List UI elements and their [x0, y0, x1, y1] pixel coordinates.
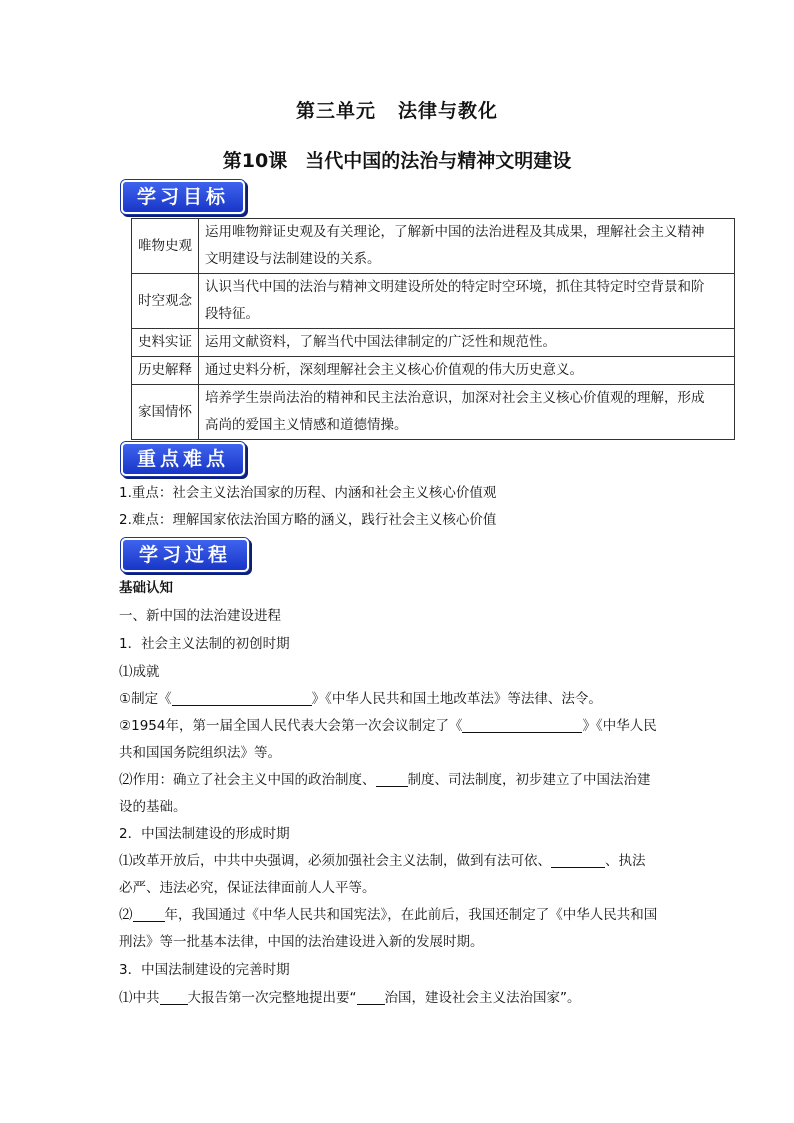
key-point-2: 2.难点：理解国家依法治国方略的涵义，践行社会主义核心价值: [119, 512, 497, 528]
table-row: [132, 357, 735, 385]
lesson-title: [0, 146, 794, 173]
text-line: 共和国国务院组织法》等。: [119, 745, 281, 761]
lesson-name: 当代中国的法治与精神文明建设: [305, 150, 572, 172]
fill-in-line: ①制定《 》《中华人民共和国土地改革法》等法律、法令。: [119, 691, 602, 707]
unit-title: [0, 96, 794, 123]
goal-text: 认识当代中国的法治与精神文明建设所处的特定时空环境，抓住其特定时空背景和阶 段特征。: [199, 274, 735, 329]
answer-blank[interactable]: [172, 689, 312, 706]
text-line: 设的基础。: [119, 799, 187, 815]
answer-blank[interactable]: [160, 988, 188, 1005]
subsection-heading: 2．中国法制建设的形成时期: [119, 826, 290, 842]
answer-blank[interactable]: [133, 905, 165, 922]
table-row: [132, 274, 735, 329]
learning-goals-table: [131, 218, 735, 440]
fill-in-line: ⑴改革开放后，中共中央强调，必须加强社会主义法制，做到有法可依、 、执法: [119, 853, 646, 869]
goal-key: 史料实证: [132, 329, 199, 357]
text-line: 刑法》等一批基本法律，中国的法治建设进入新的发展时期。: [119, 934, 484, 950]
item-heading: ⑴成就: [119, 664, 160, 680]
unit-number: 第三单元: [295, 100, 376, 122]
basic-knowledge-heading: 基础认知: [119, 580, 173, 596]
section-heading: 一、新中国的法治建设进程: [119, 608, 281, 624]
learning-process-badge: 学习过程: [121, 538, 249, 572]
unit-name: 法律与教化: [398, 100, 499, 122]
goal-text: 通过史料分析，深刻理解社会主义核心价值观的伟大历史意义。: [199, 357, 735, 385]
table-row: [132, 219, 735, 274]
goal-key: 家国情怀: [132, 385, 199, 440]
table-row: [132, 329, 735, 357]
fill-in-line: ②1954年，第一届全国人民代表大会第一次会议制定了《 》《中华人民: [119, 718, 657, 734]
key-points-badge: 重点难点: [121, 442, 245, 476]
subsection-heading: 1．社会主义法制的初创时期: [119, 636, 290, 652]
answer-blank[interactable]: [357, 988, 385, 1005]
subsection-heading: 3．中国法制建设的完善时期: [119, 962, 290, 978]
table-row: [132, 385, 735, 440]
fill-in-line: ⑴中共 大报告第一次完整地提出要“ 治国，建设社会主义法治国家”。: [119, 990, 581, 1006]
goal-key: 唯物史观: [132, 219, 199, 274]
text-line: 必严、违法必究，保证法律面前人人平等。: [119, 880, 376, 896]
key-point-1: 1.重点：社会主义法治国家的历程、内涵和社会主义核心价值观: [119, 485, 497, 501]
goal-text: 运用文献资料，了解当代中国法律制定的广泛性和规范性。: [199, 329, 735, 357]
goal-key: 历史解释: [132, 357, 199, 385]
lesson-number: 第10课: [222, 150, 288, 172]
goal-text: 培养学生崇尚法治的精神和民主法治意识，加深对社会主义核心价值观的理解，形成 高尚的爱国主义情感和道德情操。: [199, 385, 735, 440]
goal-text: 运用唯物辩证史观及有关理论，了解新中国的法治进程及其成果，理解社会主义精神 文明建设与法制建设的关系。: [199, 219, 735, 274]
answer-blank[interactable]: [551, 851, 605, 868]
answer-blank[interactable]: [376, 770, 408, 787]
learning-goals-badge: 学习目标: [121, 180, 245, 214]
goal-key: 时空观念: [132, 274, 199, 329]
fill-in-line: ⑵ 年，我国通过《中华人民共和国宪法》，在此前后，我国还制定了《中华人民共和国: [119, 907, 658, 923]
answer-blank[interactable]: [462, 716, 582, 733]
fill-in-line: ⑵作用：确立了社会主义中国的政治制度、 制度、司法制度，初步建立了中国法治建: [119, 772, 651, 788]
